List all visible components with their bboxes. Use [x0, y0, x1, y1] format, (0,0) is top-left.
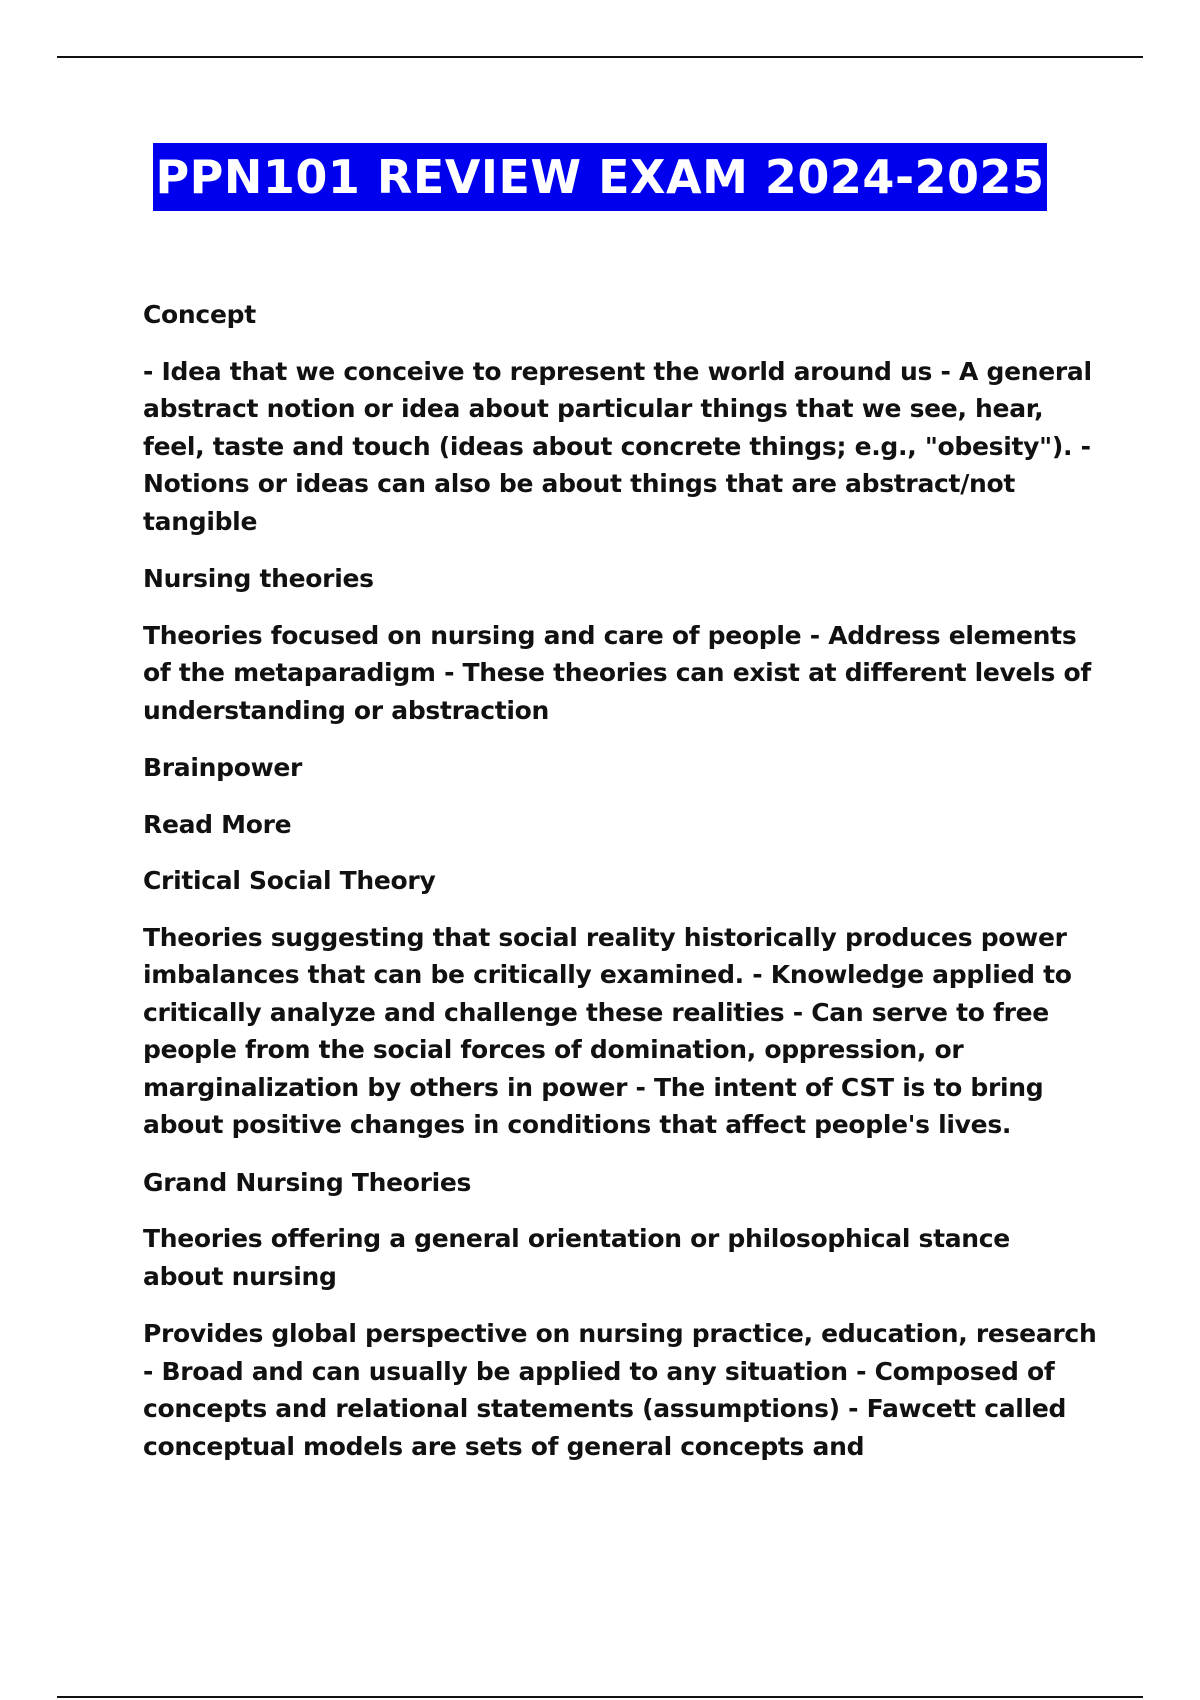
- definition-nursing-theories: Theories focused on nursing and care of people - Address elements of the metaparadigm - These theories can exist at different levels of understanding or abstraction: [143, 620, 1091, 725]
- document-title: PPN101 REVIEW EXAM 2024-2025: [153, 143, 1046, 211]
- definition-grand-nursing-theories: Theories offering a general orientation or philosophical stance about nursing: [143, 1224, 1010, 1291]
- term-critical-social-theory: Critical Social Theory: [143, 866, 436, 895]
- top-rule: [57, 56, 1143, 58]
- document-body: [143, 296, 1098, 1485]
- term-nursing-theories: Nursing theories: [143, 564, 374, 593]
- term-grand-nursing-theories: Grand Nursing Theories: [143, 1167, 472, 1197]
- definition-grand-nursing-theories-detail: Provides global perspective on nursing practice, education, research - Broad and can usually be applied to any situation - Composed of concepts and relational statements (assumptions) - Fawcett called conceptual models are sets of general concepts and: [143, 1319, 1097, 1461]
- read-more-link[interactable]: Read More: [143, 809, 292, 839]
- term-brainpower: Brainpower: [143, 753, 303, 782]
- definition-concept: - Idea that we conceive to represent the world around us - A general abstract notion or idea about particular things that we see, hear, feel, taste and touch (ideas about concrete things; e.g., "obesity"). - Notions or ideas can also be about things that are abstract/not tangible: [143, 356, 1092, 536]
- term-concept: Concept: [143, 300, 256, 329]
- bottom-rule: [57, 1696, 1143, 1698]
- title-banner: [0, 143, 1200, 211]
- definition-critical-social-theory: Theories suggesting that social reality historically produces power imbalances that can be critically examined. - Knowledge applied to critically analyze and challenge these realities - Can serve to free people from the social forces of domination, oppression, or marginalization by others in power - The intent of CST is to bring about positive changes in conditions that affect people's lives.: [143, 922, 1072, 1139]
